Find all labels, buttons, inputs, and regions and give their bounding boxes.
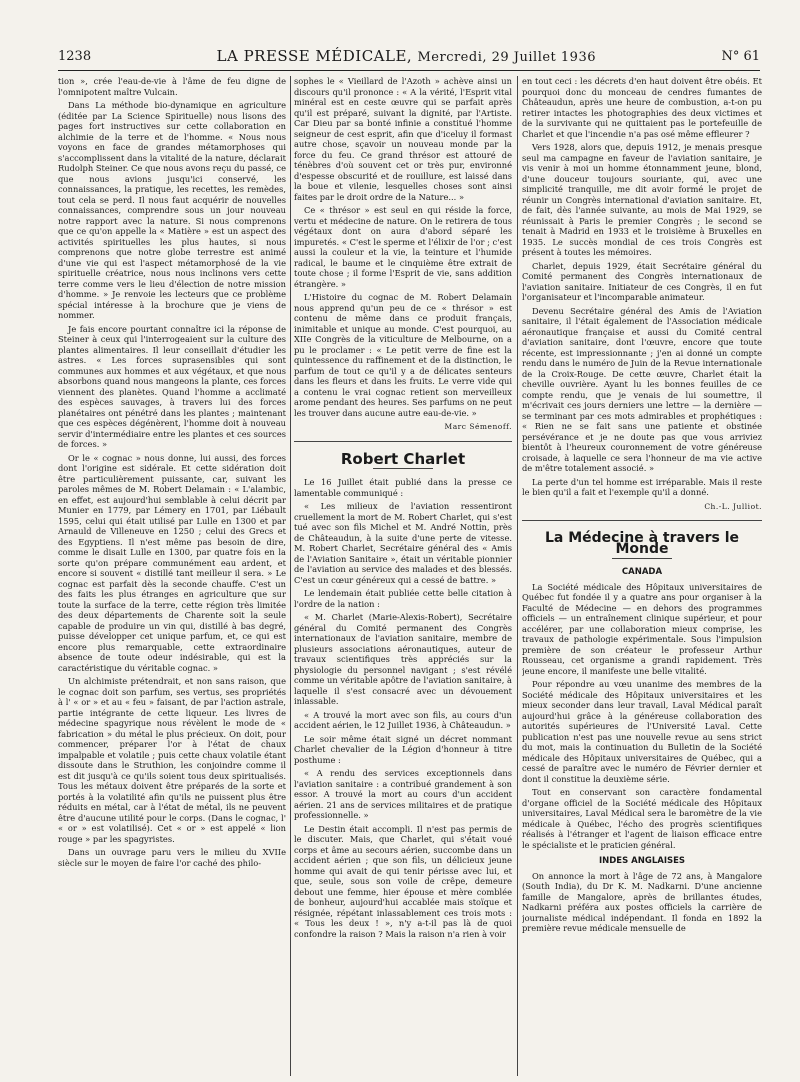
paragraph: en tout ceci : les décrets d'en haut doivent être obéis. Et pourquoi donc du monceau de cendres fumantes de Châteaudun, après une heure de combustion, a-t-on pu retirer intactes les photographies des deux victimes et de la survivante qui ne quittaient pas le portefeuille de Charlet et que l'incendie n'a pas osé même effleurer ?: [522, 76, 762, 139]
issue-date: Mercredi, 29 Juillet 1936: [417, 50, 596, 65]
article-separator: [294, 441, 512, 442]
paragraph: La perte d'un tel homme est irréparable. Mais il reste le bien qu'il a fait et l'exemple qu'il a donné.: [522, 476, 762, 497]
page-number: 1238: [58, 48, 92, 64]
paragraph: Je fais encore pourtant connaître ici la réponse de Steiner à ceux qui l'interrogeaient sur la culture des plantes alimentaires. Il leur conseillait d'étudier les astres. « Les forces suprasensibles qui sont communes aux hommes et aux végétaux, et que nous absorbons quand nous mangeons la plante, ces forces viennent des planètes. Quand l'homme a acclimaté des espèces sauvages, à travers lui des forces planétaires ont pénétré dans les plantes ; maintenant que ces espèces dégénèrent, l'homme doit à nouveau servir d'intermédiaire entre les plantes et ces sources de forces. »: [58, 323, 286, 449]
paragraph: Devenu Secrétaire général des Amis de l'Aviation sanitaire, il l'était également de l'Association médicale aéronautique française et aussi du Comité central d'aviation sanitaire, dont l'œuvre, encore que toute récente, est impressionnante ; j'en ai donné un compte rendu dans le numéro de Juin de la Revue internationale de la Croix-Rouge. De cette œuvre, Charlet était la cheville ouvrière. Ayant lu les bonnes feuilles de ce compte rendu, que je venais de lui soumettre, il m'écrivait ces jours derniers une lettre — la dernière — se terminant par ces mots admirables et prophétiques : « Rien ne se fait sans une patiente et obstinée persévérance et je ne doute pas que vous arriviez bientôt à l'heureux couronnement de votre généreuse croisade, à laquelle ce sera l'honneur de ma vie active de m'être totalement associé. »: [522, 305, 762, 473]
page-header: [58, 44, 760, 68]
section-title: La Médecine à travers le Monde: [544, 530, 739, 557]
column-divider: [517, 76, 518, 1076]
column-right: [522, 76, 762, 1076]
header-rule: [58, 70, 760, 71]
paragraph: Or le « cognac » nous donne, lui aussi, des forces dont l'origine est sidérale. Et cette sidération doit être particulièrement puissante, car, suivant les paroles mêmes de M. Robert Delamain : « L'alambic, en effet, est aujourd'hui semblable à celui décrit par Munier en 1779, par Lémery en 1701, par Liébault 1595, celui qui était utilisé par Lulle en 1300 et par Arnauld de Villeneuve en 1250 ; celui des Grecs et des Egyptiens. Il n'est même pas besoin de dire, comme le disait Lulle en 1300, par quatre fois en la sorte qu'on prépare communément eau ardent, et encore si souvent « distillé tant meilleur il sera. » Le cognac est parfait dès la seconde chauffe. C'est un des faits les plus étranges en agriculture que sur toute la surface de la terre, cette région très limitée des deux départements de Charente soit la seule capable de produire un vin qui, distillé à bas degré, puisse développer cet unique parfum, et, ce qui est encore plus remarquable, cette extraordinaire absence de toute odeur indésirable, qui est la caractéristique du véritable cognac. »: [58, 452, 286, 673]
paragraph: Ce « thrésor » est seul en qui réside la force, vertu et médecine de nature. On le retirera de tous végétaux dont on aura d'abord séparé les impuretés. « C'est le sperme et l'élixir de l'or ; c'est aussi la couleur et la vie, la teinture et l'humide radical, le baume et le cinquième être extrait de toute chose ; il forme l'Esprit de vie, sans addition étrangère. »: [294, 205, 512, 289]
subsection-heading-indes: INDES ANGLAISES: [598, 856, 686, 866]
paragraph: Le 16 Juillet était publié dans la presse ce lamentable communiqué :: [294, 477, 512, 498]
paragraph: Dans La méthode bio-dynamique en agriculture (éditée par La Science Spirituelle) nous lisons des pages fort instructives sur cette collaboration en alchimie de la terre et de l'homme. « Nous nous voyons en face de grandes métamorphoses qui s'accomplissent dans la vitalité de la nature, déclarait Rudolph Steiner. Ce que nous avons reçu du passé, ce que nous avions jusqu'ici conservé, les connaissances, la pratique, les recettes, les remèdes, tout cela se perd. Il nous faut acquérir de nouvelles connaissances, comprendre sous un jour nouveau notre rapport avec la nature. Si nous comprenons que ce qu'on appelle la « Matière » est un aspect des activités spirituelles les plus hautes, si nous comprenons que notre globe terrestre est animé d'une vie qui est l'aspect métamorphosé de la vie spirituelle créatrice, nous nous inclinons vers cette terre comme vers le lieu d'élection de notre mission d'homme. » Je renvoie les lecteurs que ce problème spécial intéresse à la brochure que je viens de nommer.: [58, 100, 286, 320]
author-signature: Marc Sémenoff.: [444, 422, 512, 431]
paragraph: tion », crée l'eau-de-vie à l'âme de feu digne de l'omnipotent maître Vulcain.: [58, 76, 286, 97]
paragraph: Pour répondre au vœu unanime des membres de la Société médicale des Hôpitaux universitaires et les mieux seconder dans leur travail, Laval Médical paraît aujourd'hui grâce à la généreuse collaboration des autorités supérieures de l'Université Laval. Cette publication n'est pas une nouvelle revue au sens strict du mot, mais la continuation du Bulletin de la Société médicale des Hôpitaux universitaires de Québec, qui a cessé de paraître avec le numéro de Février dernier et dont il constitue la deuxième série.: [522, 679, 762, 784]
article-separator: [522, 520, 762, 521]
paragraph: « A trouvé la mort avec son fils, au cours d'un accident aérien, le 12 Juillet 1936, à Châteaudun. »: [294, 709, 512, 730]
subsection-heading-canada: CANADA: [621, 567, 663, 577]
column-middle: [294, 76, 512, 1076]
journal-title: [217, 47, 596, 65]
paragraph: Le Destin était accompli. Il n'est pas permis de le discuter. Mais, que Charlet, qui s'était voué corps et âme au secours aérien, succombe dans un accident aérien ; que son fils, un délicieux jeune homme qui avait de qui tenir périsse avec lui, et que, seule, sous son voile de crêpe, demeure debout une femme, hier épouse et mère comblée de bonheur, aujourd'hui accablée mais stoïque et résignée, répétant inlassablement ces trois mots : « Tous les deux ! », n'y a-t-il pas là de quoi confondre la raison ? Mais la raison n'a rien à voir: [294, 823, 512, 939]
paragraph: Vers 1928, alors que, depuis 1912, je menais presque seul ma campagne en faveur de l'aviation sanitaire, je vis venir à moi un homme étonnamment jeune, blond, d'une douceur toujours souriante, qui, avec une simplicité tranquille, me dit avoir formé le projet de réunir un Congrès international d'aviation sanitaire. Et, de fait, dès l'année suivante, au mois de Mai 1929, se réunissait à Paris le premier Congrès ; le second se tenait à Madrid en 1933 et le troisième à Bruxelles en 1935. Le succès mondial de ces trois Congrès est présent à toutes les mémoires.: [522, 142, 762, 257]
author-signature: Ch.-L. Julliot.: [704, 501, 762, 511]
paragraph: « Les milieux de l'aviation ressentiront cruellement la mort de M. Robert Charlet, qui s'est tué avec son fils Michel et M. André Nottin, près de Châteaudun, à la suite d'une perte de vitesse. M. Robert Charlet, Secrétaire général des « Amis de l'Aviation Sanitaire », était un véritable pionnier de l'aviation au service des malades et des blessés. C'est un cœur généreux qui a cessé de battre. »: [294, 501, 512, 585]
paragraph: Dans un ouvrage paru vers le milieu du XVIIe siècle sur le moyen de faire l'or caché des philo-: [58, 847, 286, 868]
article-title: Robert Charlet: [340, 449, 466, 468]
paragraph: « A rendu des services exceptionnels dans l'aviation sanitaire : a contribué grandement à son essor. A trouvé la mort au cours d'un accident aérien. 21 ans de services militaires et de pratique professionnelle. »: [294, 768, 512, 820]
paragraph: Un alchimiste prétendrait, et non sans raison, que le cognac doit son parfum, ses vertus, ses propriétés à l' « or » et au « feu » faisant, de par l'action astrale, partie intégrante de cette liqueur. Les livres de médecine spagyrique nous révèlent le mode de « fabrication » du métal le plus précieux. On doit, pour commencer, préparer l'or à l'état de chaux impalpable et volatile ; puis cette chaux volatile étant dissoute dans le Struthion, les conjoindre comme il est dit jusqu'à ce qu'ils soient tous deux spiritualisés. Tous les métaux doivent être préparés de la sorte et portés à la volatilité afin qu'ils ne puissent plus être réduits en métal, car à l'état de métal, ils ne peuvent être d'aucune utilité pour le corps. (Dans le cognac, l' « or » est volatilisé). Cet « or » est appelé « lion rouge » par les spagyristes.: [58, 676, 286, 844]
paragraph: Charlet, depuis 1929, était Secrétaire général du Comité permanent des Congrès internationaux de l'aviation sanitaire. Initiateur de ces Congrès, il en fut l'organisateur et l'incomparable animateur.: [522, 260, 762, 302]
issue-number: N° 61: [721, 48, 760, 64]
title-rule: [612, 558, 672, 559]
paragraph: On annonce la mort à l'âge de 72 ans, à Mangalore (South India), du Dr K. M. Nadkarni. D'une ancienne famille de Mangalore, après de brillantes études, Nadkarni préféra aux postes officiels la carrière de journaliste médical indépendant. Il fonda en 1892 la première revue médicale mensuelle de: [522, 870, 762, 933]
paragraph: Le lendemain était publiée cette belle citation à l'ordre de la nation :: [294, 588, 512, 609]
paragraph: L'Histoire du cognac de M. Robert Delamain nous apprend qu'un peu de ce « thrésor » est contenu de même dans ce produit français, inimitable et unique au monde. C'est pourquoi, au XIIe Congrès de la viticulture de Melbourne, on a pu le proclamer : « Le petit verre de fine est la quintessence du raffinement et de la distinction, le parfum de tout ce qu'il y a de délicates senteurs dans les fleurs et dans les fruits. Le verre vide qui a contenu le vrai cognac retient son merveilleux arome pendant des heures. Ses parfums on ne peut les trouver dans aucune autre eau-de-vie. »: [294, 292, 512, 418]
paragraph: Tout en conservant son caractère fondamental d'organe officiel de la Société médicale des Hôpitaux universitaires, Laval Médical sera le baromètre de la vie médicale à Québec, l'écho des progrès scientifiques réalisés à l'étranger et l'agent de liaison efficace entre le spécialiste et le praticien général.: [522, 787, 762, 850]
paragraph: sophes le « Vieillard de l'Azoth » achève ainsi un discours qu'il prononce : « A la vérité, l'Esprit vital minéral est en ceste œuvre qui se parfait après qu'il est préparé, suivant la dignité, par l'Artiste. Car Dieu par sa bonté infinie a constitué l'homme seigneur de cest esprit, afin que d'iceluy il formast autre chose, sçavoir un nouveau monde par la force du feu. Ce grand thrésor est attouré de ténèbres d'où souvent cet or très pur, environné d'espesse obscurité et de rouillure, est laissé dans la boue et vilenie, lesquelles choses sont ainsi faites par le droit ordre de la Nature... »: [294, 76, 512, 202]
column-left: [58, 76, 286, 1076]
journal-name: LA PRESSE MÉDICALE,: [216, 47, 413, 65]
paragraph: La Société médicale des Hôpitaux universitaires de Québec fut fondée il y a quatre ans pour organiser à la Faculté de Médecine — en dehors des programmes officiels — un entraînement clinique supérieur, et pour accélérer, par une collaboration mieux comprise, les travaux de pathologie expérimentale. Sous l'impulsion première de son créateur le professeur Arthur Rousseau, cet organisme a grandi rapidement. Très jeune encore, il manifeste une belle vitalité.: [522, 581, 762, 676]
title-rule: [373, 468, 433, 469]
column-divider: [290, 76, 291, 1076]
paragraph: Le soir même était signé un décret nommant Charlet chevalier de la Légion d'honneur à titre posthume :: [294, 733, 512, 765]
paragraph: « M. Charlet (Marie-Alexis-Robert), Secrétaire général du Comité permanent des Congrès internationaux de l'aviation sanitaire, membre de plusieurs associations aéronautiques, auteur de travaux scientifiques très appréciés sur la physiologie du personnel navigant ; s'est révélé comme un véritable apôtre de l'aviation sanitaire, à laquelle il s'est consacré avec un dévouement inlassable.: [294, 612, 512, 706]
